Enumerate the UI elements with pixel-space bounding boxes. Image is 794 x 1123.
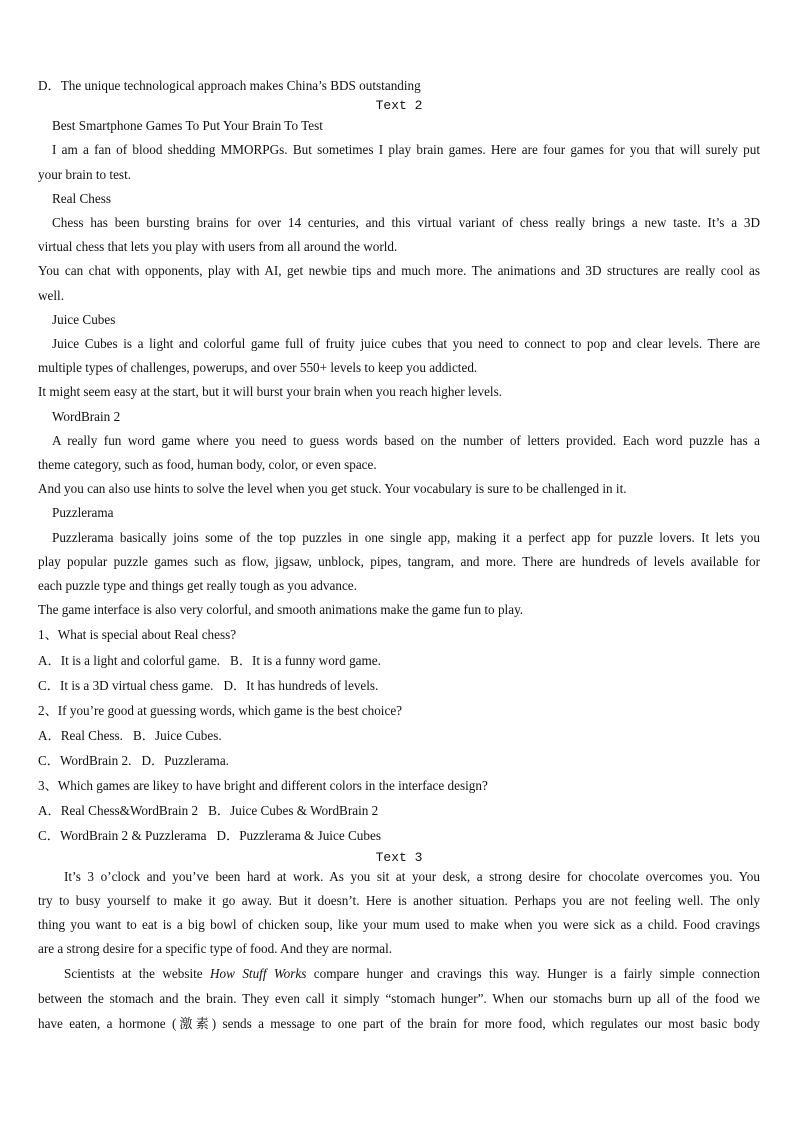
option-a: A．Real Chess.	[38, 727, 123, 743]
text2-title: Best Smartphone Games To Put Your Brain To Test	[52, 118, 323, 134]
paragraph-line: Puzzlerama basically joins some of the top puzzles in one single app, making it a perfect app for puzzle lovers. It lets you	[52, 529, 760, 545]
paragraph-line: try to busy yourself to make it go away. But it doesn’t. Here is another situation. Perhaps you are not feeling well. The only	[38, 892, 760, 908]
question-2-options-row-1	[38, 723, 760, 748]
paragraph-line: are a strong desire for a specific type of food. And they are normal.	[38, 940, 393, 956]
paragraph-line: between the stomach and the brain. They even call it simply “stomach hunger”. When our stomachs burn up all of the food we	[38, 990, 760, 1006]
question-1-stem: 1、What is special about Real chess?	[38, 627, 237, 643]
section-title-puzzlerama: Puzzlerama	[52, 505, 114, 521]
text-run: Scientists at the website	[64, 965, 211, 981]
option-d: D．Puzzlerama.	[141, 752, 229, 768]
question-3-stem: 3、Which games are likey to have bright and different colors in the interface design?	[38, 777, 488, 793]
paragraph-line: thing you want to eat is a big bowl of chicken soup, like your mum used to make when you were sick as a child. Food cravings	[38, 916, 760, 932]
question-1-options-row-1	[38, 648, 760, 673]
option-a: A．Real Chess&WordBrain 2	[38, 802, 199, 818]
option-c: C．WordBrain 2.	[38, 752, 132, 768]
paragraph-line: virtual chess that lets you play with users from all around the world.	[38, 239, 398, 255]
paragraph-line: play popular puzzle games such as flow, jigsaw, unblock, pipes, tangram, and more. There are hundreds of levels available for	[38, 553, 760, 569]
question-1-options-row-2	[38, 673, 760, 698]
option-b: B．It is a funny word game.	[230, 652, 381, 668]
document-page	[38, 74, 760, 1036]
text2-heading: Text 2	[375, 98, 423, 114]
text-run: compare hunger and cravings this way. Hunger is a fairly simple connection	[306, 965, 760, 981]
paragraph-line: You can chat with opponents, play with AI, get newbie tips and much more. The animations and 3D structures are really cool as	[38, 263, 760, 279]
paragraph-line: each puzzle type and things get really tough as you advance.	[38, 578, 357, 594]
paragraph-line: multiple types of challenges, powerups, and over 550+ levels to keep you addicted.	[38, 360, 478, 376]
paragraph-line: And you can also use hints to solve the level when you get stuck. Your vocabulary is sure to be challenged in it.	[38, 481, 627, 497]
paragraph-line: It’s 3 o’clock and you’ve been hard at work. As you sit at your desk, a strong desire for chocolate overcomes you. You	[64, 868, 760, 884]
question-3-options-row-1	[38, 798, 760, 823]
question-2-stem: 2、If you’re good at guessing words, which game is the best choice?	[38, 702, 403, 718]
paragraph-line	[38, 961, 760, 986]
paragraph-line: A really fun word game where you need to guess words based on the number of letters provided. Each word puzzle has a	[52, 432, 760, 448]
paragraph-line: well.	[38, 287, 65, 303]
text3-heading: Text 3	[375, 849, 423, 865]
previous-option-d: D．The unique technological approach makes China’s BDS outstanding	[38, 78, 421, 93]
option-a: A．It is a light and colorful game.	[38, 652, 221, 668]
section-title-real-chess: Real Chess	[52, 190, 111, 206]
paragraph-line: Juice Cubes is a light and colorful game full of fruity juice cubes that you need to connect to pop and clear levels. There are	[52, 336, 760, 352]
question-3-options-row-2	[38, 823, 760, 848]
paragraph-line: have eaten, a hormone (激素) sends a message to one part of the brain for more food, which regulates our most basic body	[38, 1015, 760, 1031]
option-b: B．Juice Cubes.	[132, 727, 222, 743]
option-d: D．It has hundreds of levels.	[223, 677, 379, 693]
question-2-options-row-2	[38, 748, 760, 773]
paragraph-line: The game interface is also very colorful, and smooth animations make the game fun to play.	[38, 602, 524, 618]
option-c: C．It is a 3D virtual chess game.	[38, 677, 214, 693]
section-title-juice-cubes: Juice Cubes	[52, 311, 116, 327]
text2-intro-line-1: I am a fan of blood shedding MMORPGs. But sometimes I play brain games. Here are four games for you that will surely put	[52, 142, 760, 158]
option-c: C．WordBrain 2 & Puzzlerama	[38, 827, 207, 843]
text2-intro-line-2: your brain to test.	[38, 166, 132, 182]
website-name: How Stuff Works	[210, 965, 307, 981]
option-b: B．Juice Cubes & WordBrain 2	[208, 802, 379, 818]
paragraph-line: It might seem easy at the start, but it will burst your brain when you reach higher levels.	[38, 384, 503, 400]
paragraph-line: Chess has been bursting brains for over 14 centuries, and this virtual variant of chess really brings a new taste. It’s a 3D	[52, 215, 760, 231]
section-title-wordbrain-2: WordBrain 2	[52, 408, 121, 424]
option-d: D．Puzzlerama & Juice Cubes	[216, 827, 381, 843]
paragraph-line: theme category, such as food, human body, color, or even space.	[38, 457, 377, 473]
